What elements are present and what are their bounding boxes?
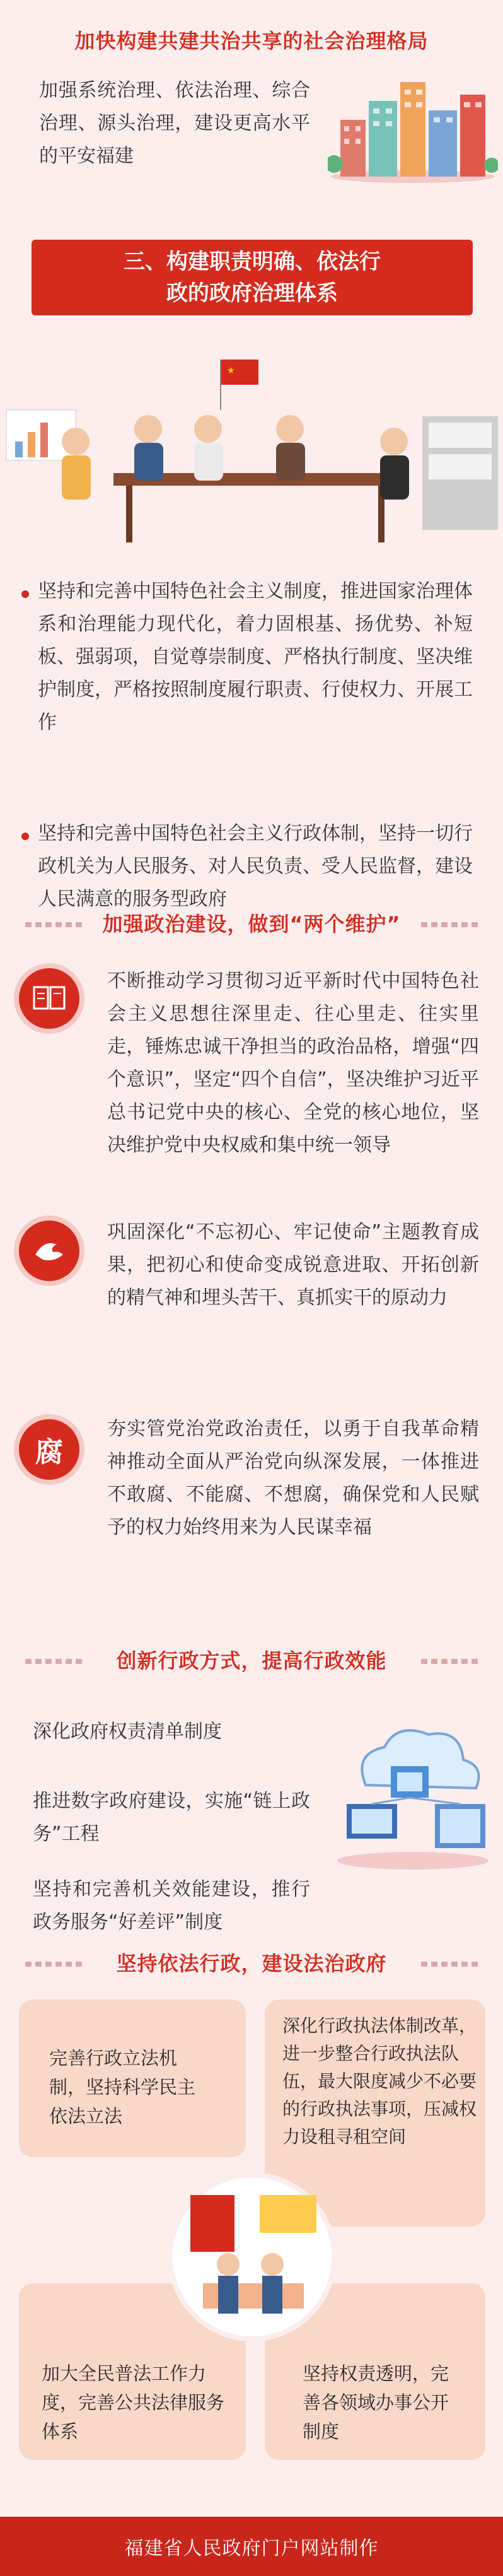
section3-item-2: 坚持和完善中国特色社会主义行政体制，坚持一切行政机关为人民服务、对人民负责、受人民监督，建设人民满意的服务型政府 bbox=[38, 823, 473, 910]
innovation-item-3: 坚持和完善机关效能建设，推行政务服务“好差评”制度 bbox=[33, 1878, 310, 1933]
book-icon bbox=[19, 968, 79, 1029]
law-card-1-text: 完善行政立法机制，坚持科学民主依法立法 bbox=[49, 2047, 196, 2127]
city-buildings-illustration bbox=[328, 76, 498, 183]
politics-item-3: 夯实管党治党政治责任，以勇于自我革命精神推动全面从严治党向纵深发展，一体推进不敢腐、不能腐、不想腐，确保党和人民赋予的权力始终用来为人民谋幸福 bbox=[107, 1418, 479, 1538]
law-card-2-text: 深化行政执法体制改革，进一步整合行政执法队伍，最大限度减少不必要的行政执法事项，压减权力设租寻租空间 bbox=[282, 2015, 477, 2147]
innovation-title: 创新行政方式，提高行政效能 bbox=[116, 1649, 387, 1673]
svg-text:★: ★ bbox=[227, 366, 235, 376]
title-divider-right bbox=[421, 1659, 478, 1664]
bullet-dot bbox=[21, 833, 29, 840]
law-title: 坚持依法行政，建设法治政府 bbox=[116, 1952, 387, 1976]
politics-item-2: 巩固深化“不忘初心、牢记使命”主题教育成果，把初心和使命变成锐意进取、开拓创新的精气神和埋头苦干、真抓实干的原动力 bbox=[107, 1221, 479, 1309]
politics-title: 加强政治建设，做到“两个维护” bbox=[102, 912, 401, 936]
dove-icon bbox=[19, 1221, 79, 1281]
title-divider-right bbox=[421, 1962, 478, 1967]
innovation-item-1: 深化政府权责清单制度 bbox=[33, 1721, 222, 1743]
innovation-item-2: 推进数字政府建设，实施“链上政务”工程 bbox=[33, 1790, 310, 1845]
section3-banner-text bbox=[32, 240, 473, 315]
footer-credit: 福建省人民政府门户网站制作 bbox=[0, 2517, 503, 2576]
anti-corruption-icon bbox=[19, 1419, 79, 1480]
section1-body: 加强系统治理、依法治理、综合治理、源头治理，建设更高水平的平安福建 bbox=[39, 79, 310, 167]
anti-corruption-glyph: 腐 bbox=[35, 1436, 63, 1468]
meeting-illustration bbox=[0, 353, 503, 555]
cloud-computing-illustration bbox=[328, 1709, 498, 1873]
section3-banner-line2: 政的政府治理体系 bbox=[166, 281, 338, 306]
section3-banner-line1: 三、构建职责明确、依法行 bbox=[124, 249, 381, 274]
politics-item-1: 不断推动学习贯彻习近平新时代中国特色社会主义思想往深里走、往心里走、往实里走，锤炼忠诚干净担当的政治品格，增强“四个意识”，坚定“四个自信”，坚决维护习近平总书记党中央的核心、全党的核心地位，坚决维护党中央权威和集中统一领导 bbox=[107, 970, 479, 1156]
law-card-4-text: 坚持权责透明，完善各领域办事公开制度 bbox=[303, 2363, 449, 2442]
section3-item-1: 坚持和完善中国特色社会主义制度，推进国家治理体系和治理能力现代化，着力固根基、扬优势、补短板、强弱项，自觉尊崇制度、严格执行制度、坚决维护制度，严格按照制度履行职责、行使权力、开展工作 bbox=[38, 580, 473, 734]
bullet-dot bbox=[21, 590, 29, 598]
law-card-3-text: 加大全民普法工作力度，完善公共法律服务体系 bbox=[42, 2363, 225, 2442]
title-divider-right bbox=[421, 922, 478, 927]
justice-center-illustration bbox=[165, 2170, 339, 2344]
section1-title: 加快构建共建共治共享的社会治理格局 bbox=[74, 29, 429, 53]
